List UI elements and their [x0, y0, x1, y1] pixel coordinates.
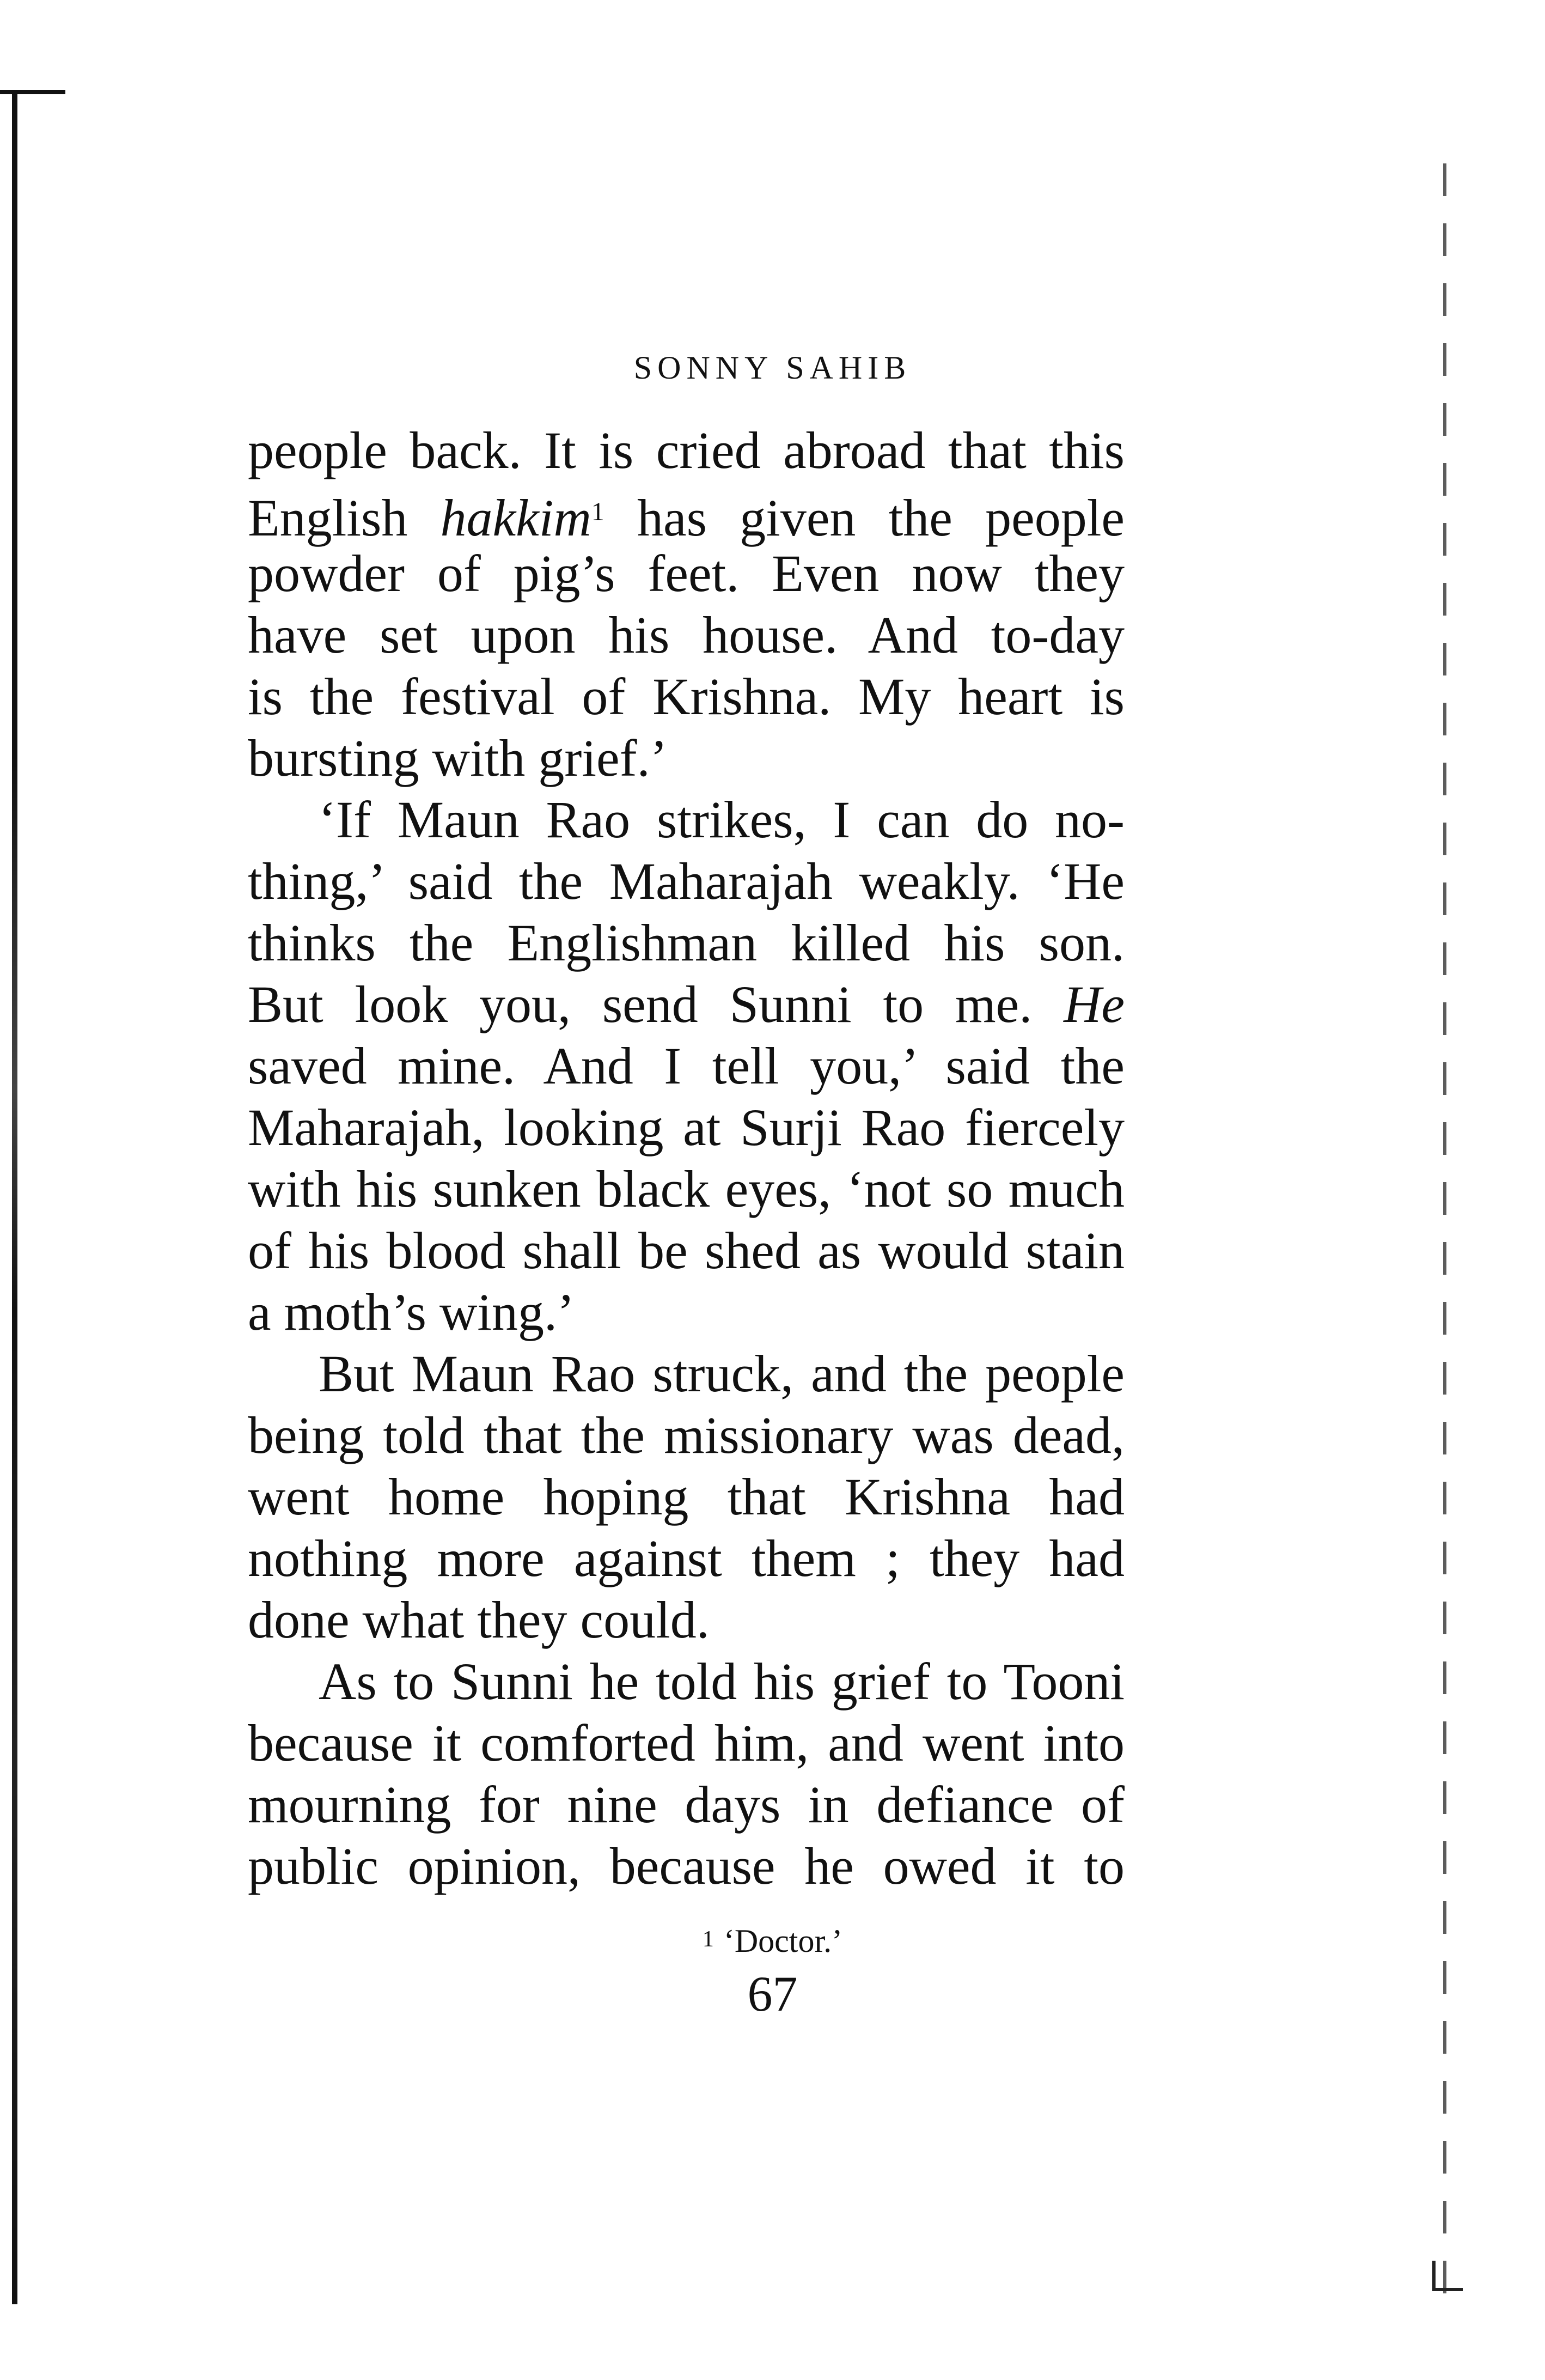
text-line: because it comforted him, and went into [248, 1714, 1125, 1772]
text-line: being told that the missionary was dead, [248, 1406, 1125, 1464]
text-line: powder of pig’s feet. Even now they [248, 544, 1125, 602]
footnote [0, 1920, 1545, 1960]
body-text [248, 419, 1125, 1897]
text-line: done what they could. [248, 1591, 710, 1649]
text-line: with his sunken black eyes, ‘not so much [248, 1160, 1125, 1218]
text-line: is the festival of Krishna. My heart is [248, 667, 1125, 726]
page-number: 67 [747, 1966, 798, 2022]
text-line: of his blood shall be shed as would stain [248, 1221, 1125, 1280]
text-line: ‘If Maun Rao strikes, I can do no- [319, 790, 1125, 849]
text-line: thing,’ said the Maharajah weakly. ‘He [248, 852, 1125, 910]
text-line: thinks the Englishman killed his son. [248, 914, 1125, 972]
text-line: saved mine. And I tell you,’ said the [248, 1037, 1125, 1095]
scan-edge-corner [1432, 2261, 1463, 2291]
text-line: As to Sunni he told his grief to Tooni [319, 1652, 1125, 1711]
text-line: But look you, send Sunni to me. He [248, 975, 1125, 1033]
text-line: a moth’s wing.’ [248, 1283, 575, 1341]
text-line: mourning for nine days in defiance of [248, 1775, 1125, 1834]
running-head: SONNY SAHIB [633, 350, 912, 386]
text-line: English hakkim$^1$ has given the people [248, 489, 1125, 547]
italic-word: He [1064, 975, 1125, 1033]
text-line: bursting with grief.’ [248, 729, 668, 787]
scan-edge-top [0, 90, 65, 94]
text-line: But Maun Rao struck, and the people [319, 1344, 1125, 1403]
text-line: nothing more against them ; they had [248, 1529, 1125, 1587]
text-line: public opinion, because he owed it to [248, 1837, 1125, 1895]
footnote-reference: 1 [591, 497, 604, 526]
text-line: went home hoping that Krishna had [248, 1468, 1125, 1526]
text-line: Maharajah, looking at Surji Rao fiercely [248, 1098, 1125, 1156]
footnote-text: ‘Doctor.’ [723, 1923, 843, 1959]
footnote-marker: 1 [702, 1927, 714, 1952]
text-line: have set upon his house. And to-day [248, 606, 1125, 664]
italic-word: hakkim [440, 489, 591, 547]
text-line: people back. It is cried abroad that this [248, 421, 1125, 479]
